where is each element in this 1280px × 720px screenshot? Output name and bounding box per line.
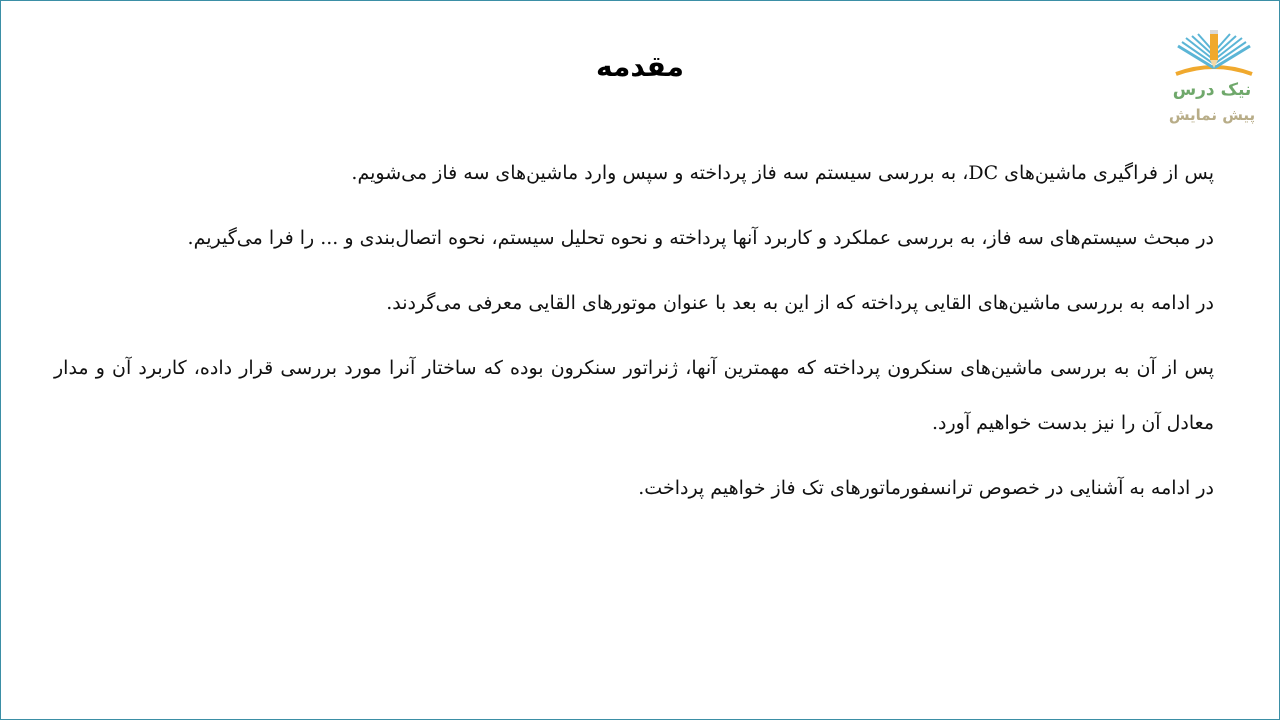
- logo-watermark-text: پیش نمایش: [1168, 106, 1256, 124]
- slide-body: [54, 146, 1214, 526]
- logo-brand-text: نیک درس: [1172, 80, 1252, 100]
- paragraph: پس از آن به بررسی ماشین‌های سنکرون پرداخته که مهمترین آنها، ژنراتور سنکرون بوده که ساختار آنرا مورد بررسی قرار داده، کاربرد آن و مدار معادل آن را نیز بدست خواهیم آورد.: [54, 357, 1214, 434]
- paragraph: پس از فراگیری ماشین‌های DC، به بررسی سیستم سه فاز پرداخته و سپس وارد ماشین‌های سه فاز می‌شویم.: [351, 162, 1214, 184]
- paragraph: در ادامه به آشنایی در خصوص ترانسفورماتورهای تک فاز خواهیم پرداخت.: [638, 477, 1214, 499]
- paragraph: در مبحث سیستم‌های سه فاز، به بررسی عملکرد و کاربرد آنها پرداخته و نحوه تحلیل سیستم، نحوه اتصال‌بندی و ... را فرا می‌گیریم.: [187, 227, 1214, 249]
- paragraph: در ادامه به بررسی ماشین‌های القایی پرداخته که از این به بعد با عنوان موتورهای القایی معرفی می‌گردند.: [386, 292, 1214, 314]
- slide-title: مقدمه: [596, 50, 684, 83]
